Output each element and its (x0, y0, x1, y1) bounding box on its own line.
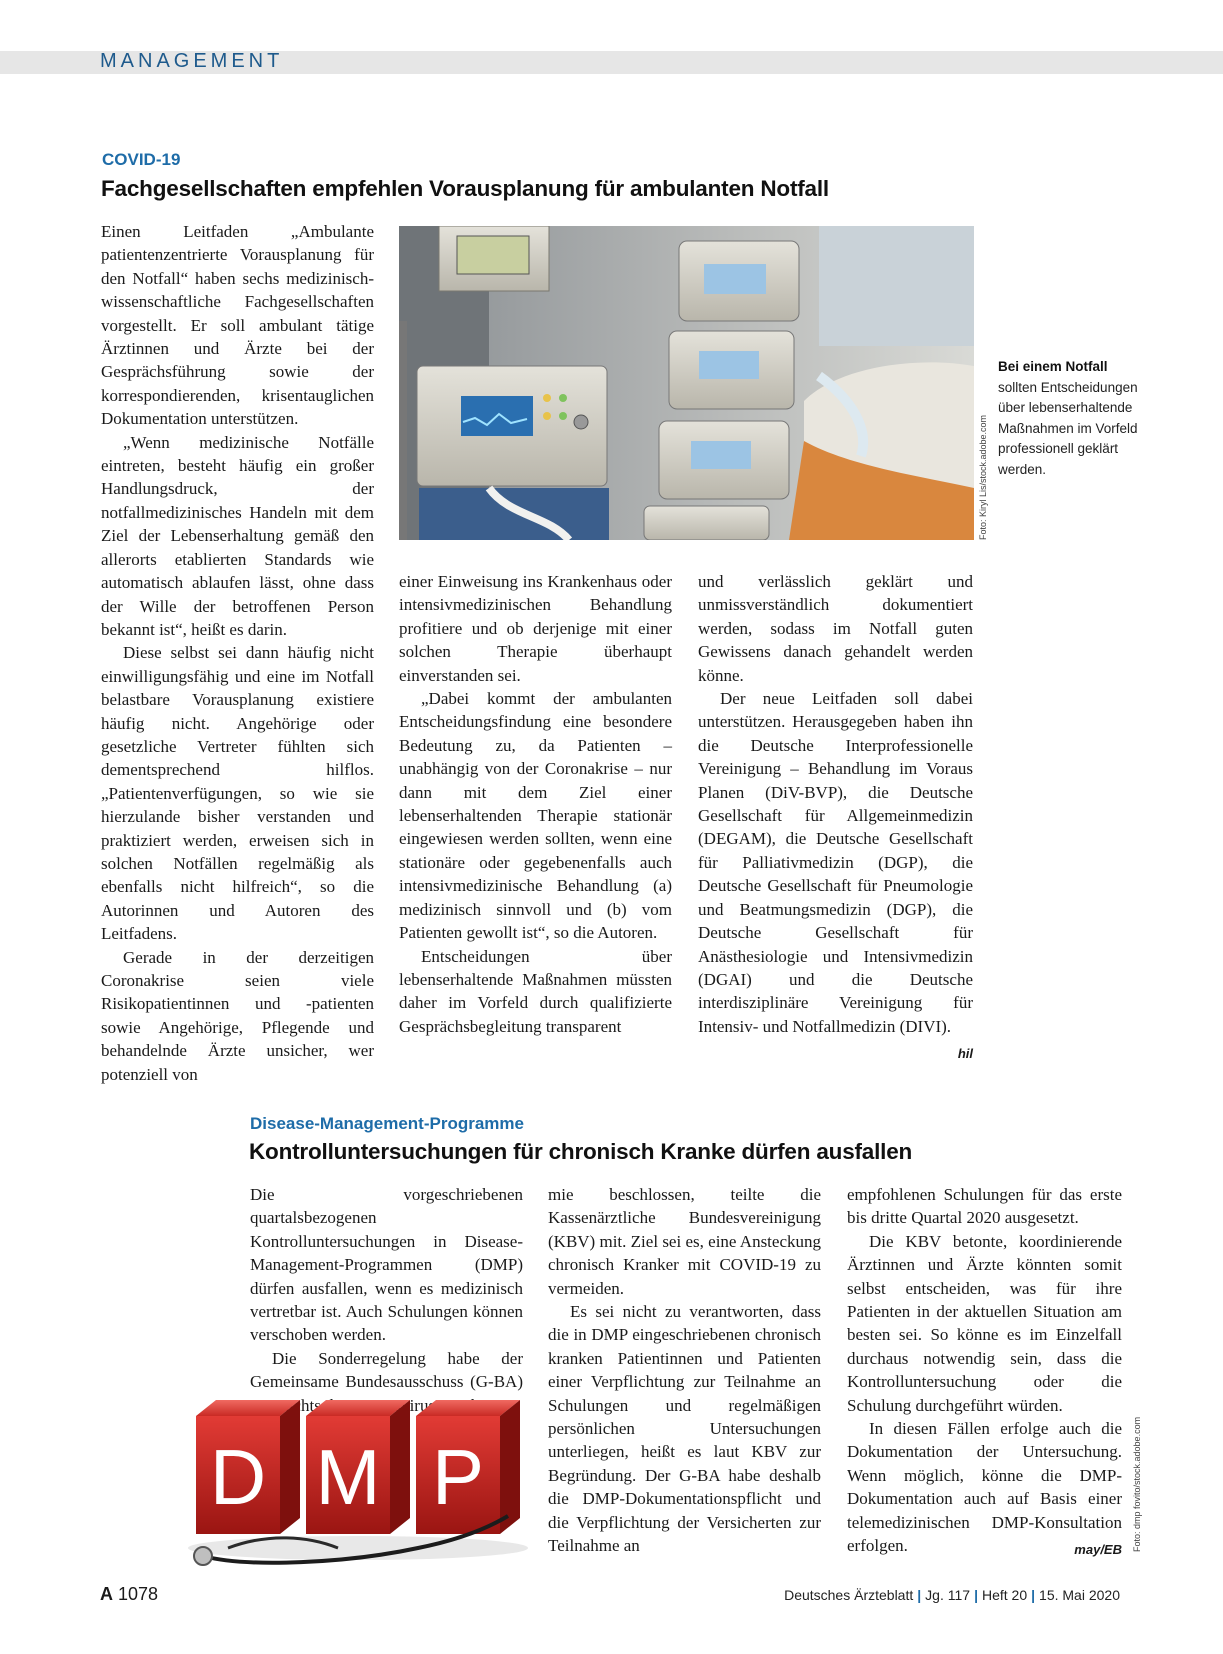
paragraph: Entscheidungen über lebenserhaltende Maßnahmen müssten daher im Vorfeld durch qualifizierte Gesprächsbegleitung transparent (399, 946, 672, 1036)
dice-letter-m: M (315, 1433, 381, 1521)
paragraph: empfohlenen Schulungen für das erste bis dritte Quartal 2020 ausgesetzt. (847, 1185, 1122, 1228)
issue-date: 15. Mai 2020 (1039, 1587, 1120, 1603)
author-signature: may/EB (1074, 1542, 1122, 1558)
paragraph: und verlässlich geklärt und unmissverständlich dokumentiert werden, sodass im Notfall guten Gewissens danach gehandelt werden könne. (698, 572, 973, 685)
article2-column-3 (847, 1183, 1122, 1562)
page-number-value: 1078 (118, 1584, 159, 1604)
paragraph: Einen Leitfaden „Ambulante patientenzentrierte Vorausplanung für den Notfall“ haben sechs medizinisch-wissenschaftliche Fachgesellschaften vorgestellt. Er soll ambulant tätige Ärztinnen und Ärzte bei der Gesprächsführung sowie der korrespondierenden, krisentauglichen Dokumentation unterstützen. (101, 222, 374, 429)
paragraph-text: Der neue Leitfaden soll dabei unterstützen. Herausgegeben haben ihn die Deutsche Interprofessionelle Vereinigung – Behandlung im Voraus Planen (DiV-BVP), die Deutsche Gesellschaft für Allgemeinmedizin (DEGAM), die Deutsche Gesellschaft für Palliativmedizin (DGP), die Deutsche Gesellschaft für Pneumologie und Beatmungsmedizin (DGP), die Deutsche Gesellschaft für Anästhesiologie und Intensivmedizin (DGAI) und die Deutsche interdisziplinäre Vereinigung für Intensiv- und Notfallmedizin (DIVI). (698, 689, 973, 1036)
volume: Jg. 117 (925, 1587, 971, 1603)
article1-photo-credit: Foto: Kiryl Lis/stock.adobe.com (978, 414, 988, 540)
separator: | (974, 1587, 978, 1603)
paragraph: Es sei nicht zu verantworten, dass die in DMP eingeschriebenen chronisch kranken Patientinnen und Patienten einer Verpflichtung zur Teilnahme an Schulungen und regelmäßigen persönlichen Untersuchungen unterliegen, heißt es laut KBV zur Begründung. Der G-BA habe deshalb die DMP-Dokumentationspflicht und die Verpflichtung der Versicherten zur Teilnahme an (548, 1302, 821, 1556)
separator: | (917, 1587, 922, 1603)
article2-kicker: Disease-Management-Programme (250, 1114, 524, 1133)
icu-ventilator-photo (399, 226, 974, 540)
paragraph: Gerade in der derzeitigen Coronakrise seien viele Risikopatientinnen und -patienten sowie Angehörige, Pflegende und behandelnde Ärzte unsicher, wer potenziell von (101, 947, 374, 1084)
section-rubric: MANAGEMENT (100, 50, 284, 72)
author-signature: hil (957, 1046, 973, 1062)
article1-column-2 (399, 570, 672, 1038)
paragraph: mie beschlossen, teilte die Kassenärztliche Bundesvereinigung (KBV) mit. Ziel sei es, eine Ansteckung chronisch Kranker mit COVID-19 zu vermeiden. (548, 1185, 821, 1298)
dmp-dice-stethoscope-image (188, 1398, 540, 1573)
article2-column-1 (250, 1183, 523, 1417)
article1-headline: Fachgesellschaften empfehlen Vorausplanung für ambulanten Notfall (101, 176, 829, 201)
separator: | (1031, 1587, 1036, 1603)
paragraph: „Dabei kommt der ambulanten Entscheidungsfindung eine besondere Bedeutung zu, da Patienten – unabhängig von der Coronakrise – nur dann mit dem Ziel einer lebenserhaltenden Therapie stationär eingewiesen werden sollten, wenn eine stationäre oder gegebenenfalls auch intensivmedizinische Behandlung (a) medizinisch sinnvoll und (b) vom Patienten gewollt ist“, so die Autoren. (399, 689, 672, 943)
article1-column-3 (698, 570, 973, 1066)
paragraph (698, 687, 973, 1062)
dice-letter-d: D (209, 1433, 267, 1521)
paragraph: Die Sonderregelung habe der Gemeinsame Bundesausschuss (G-BA) Coronavirus-Pande- (250, 1348, 523, 1415)
article2-photo-credit: Foto: dmp fovito/stock.adobe.com (1132, 1416, 1142, 1552)
paragraph: „Wenn medizinische Notfälle eintreten, besteht häufig ein großer Handlungsdruck, der notfallmedizinisches Handeln mit dem Ziel der Lebenserhaltung gemäß den allerorts etablierten Standards wie automatisch ablaufen lässt, ohne dass der Wille der betroffenen Person bekannt ist“, heißt es darin. (101, 432, 374, 639)
paragraph: Die KBV betonte, koordinierende Ärztinnen und Ärzte könnten somit selbst entscheiden, was für ihre Patienten in der aktuellen Situation am besten sei. So könne es im Einzelfall durchaus notwendig sein, dass die Kontrolluntersuchung oder die Schulung durchgeführt würden. (847, 1231, 1122, 1415)
paragraph: Die vorgeschriebenen quartalsbezogenen Kontrolluntersuchungen in Disease-Management-Programmen (DMP) dürfen ausfallen, wenn es medizinisch vertretbar ist. Auch Schulungen können verschoben werden. (250, 1185, 523, 1345)
caption-text: sollten Entscheidungen über lebenserhaltende Maßnahmen im Vorfeld professionell geklärt werden. (998, 379, 1138, 477)
article1-column-1 (101, 220, 374, 1086)
page-prefix: A (100, 1584, 113, 1604)
article1-photo-caption (998, 357, 1138, 480)
article2-headline: Kontrolluntersuchungen für chronisch Kranke dürfen ausfallen (249, 1139, 913, 1164)
dice-letter-p: P (431, 1433, 485, 1521)
paragraph-text: In diesen Fällen erfolge auch die Dokumentation der Untersuchung. Wenn möglich, könne die DMP-Dokumentation auch auf Basis einer telemedizinischen DMP-Konsultation erfolgen. (847, 1419, 1122, 1556)
article1-kicker: COVID-19 (102, 150, 181, 169)
paragraph: Diese selbst sei dann häufig nicht einwilligungsfähig und eine im Notfall belastbare Vorausplanung existiere häufig nicht. Angehörige oder gesetzliche Vertreter fühlten sich dementsprechend hilflos. „Patientenverfügungen, so wie sie hierzulande bisher verstanden und praktiziert werden, erweisen sich in solchen Notfällen regelmäßig als ebenfalls nicht hilfreich“, so die Autorinnen und Autoren des Leitfadens. (101, 643, 374, 944)
paragraph (847, 1417, 1122, 1557)
paragraph: einer Einweisung ins Krankenhaus oder intensivmedizinischen Behandlung profitiere und ob derjenige mit einer solchen Therapie überhaupt einverstanden sei. (399, 572, 672, 685)
journal-name: Deutsches Ärzteblatt (784, 1587, 914, 1603)
journal-footer (784, 1587, 1120, 1603)
issue: Heft 20 (981, 1587, 1028, 1603)
caption-lead: Bei einem Notfall (998, 359, 1108, 374)
article2-column-2 (548, 1183, 821, 1558)
page-number (100, 1584, 158, 1605)
